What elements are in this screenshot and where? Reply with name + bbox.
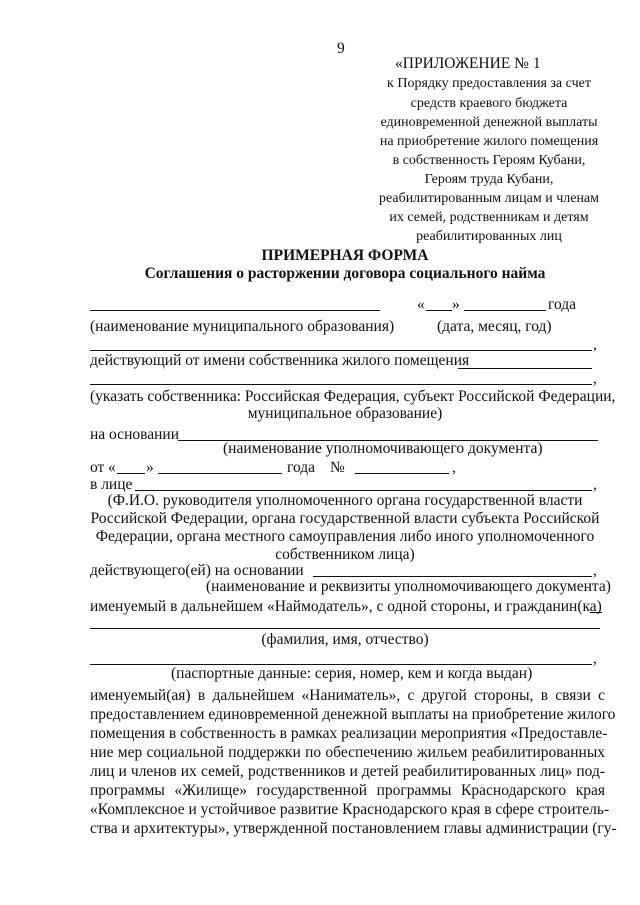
form-title: ПРИМЕРНАЯ ФОРМА — [261, 247, 429, 264]
appendix-line: единовременной денежной выплаты — [380, 115, 598, 130]
landlord-line: именуемый в дальнейшем «Наймодатель», с одной стороны, и гражданин(ка) — [90, 598, 602, 615]
acting-owner-text: действующий от имени собственника жилого помещения — [90, 352, 470, 369]
body-line: программы «Жилище» государственной программы Краснодарского края — [90, 782, 605, 799]
body-line: ства и архитектуры», утвержденной постановлением главы администрации (гу- — [90, 820, 617, 837]
month-blank — [158, 473, 282, 474]
appendix-line: Героям труда Кубани, — [424, 172, 554, 187]
appendix-line: на приобретение жилого помещения — [379, 134, 599, 149]
from-label: от — [90, 459, 105, 476]
day-blank — [426, 310, 452, 311]
body-line: именуемый(ая) в дальнейшем «Наниматель», с другой стороны, в связи с — [90, 687, 605, 704]
appendix-line: реабилитированных лиц — [416, 229, 562, 244]
fio-hint: (фамилия, имя, отчество) — [261, 631, 429, 648]
page-number: 9 — [337, 40, 345, 57]
body-line: ние мер социальной поддержки по обеспечению жильем реабилитированных — [90, 744, 605, 761]
appendix-line: в собственность Героям Кубани, — [392, 153, 586, 168]
appendix-title: «ПРИЛОЖЕНИЕ № 1 — [395, 55, 541, 72]
date-hint: (дата, месяц, год) — [437, 318, 552, 335]
year-word: года — [548, 296, 577, 313]
appendix-line: к Порядку предоставления за счет — [387, 76, 591, 91]
month-blank — [464, 310, 546, 311]
doc-hint: (наименование уполномочивающего документа) — [223, 440, 543, 457]
acting-basis-label: действующего(ей) на основании — [90, 562, 304, 579]
number-sign: № — [330, 459, 345, 476]
municipality-hint: (наименование муниципального образования) — [90, 318, 395, 335]
appendix-line: средств краевого бюджета — [410, 96, 568, 111]
passport-hint: (паспортные данные: серия, номер, кем и когда выдан) — [171, 665, 533, 682]
citizen-blank — [590, 612, 602, 613]
blank-line — [90, 384, 592, 385]
comma: , — [452, 459, 456, 476]
comma: , — [593, 562, 597, 579]
head-hint: (Ф.И.О. руководителя уполномоченного органа государственной власти — [107, 492, 583, 509]
form-subtitle: Соглашения о расторжении договора социального найма — [144, 265, 546, 282]
doc-details-hint: (наименование и реквизиты уполномочивающего документа) — [206, 578, 611, 595]
blank-line — [90, 628, 600, 629]
date-quote-close: » — [452, 296, 460, 313]
head-hint: Федерации, органа местного самоуправления либо иного уполномоченного — [95, 528, 595, 545]
head-hint: Российской Федерации, органа государственной власти субъекта Российской — [90, 510, 600, 527]
comma: , — [593, 650, 597, 667]
comma: , — [593, 370, 597, 387]
number-blank — [355, 473, 449, 474]
date-quote-open: « — [417, 296, 425, 313]
body-line: «Комплексное и устойчивое развитие Краснодарского края в сфере строитель- — [90, 801, 610, 818]
acting-basis-blank — [313, 576, 592, 577]
appendix-line: их семей, родственникам и детям — [389, 210, 589, 225]
person-blank — [135, 490, 592, 491]
owner-hint: муниципальное образование) — [247, 405, 443, 422]
date-quote-close: » — [146, 459, 154, 476]
appendix-line: реабилитированным лицам и членам — [378, 191, 600, 206]
basis-label: на основании — [90, 426, 179, 443]
body-line: лиц и членов их семей, родственников и детей реабилитированных лиц» под- — [90, 763, 605, 780]
owner-name-blank — [458, 368, 592, 369]
comma: , — [593, 476, 597, 493]
head-hint: собственником лица) — [275, 546, 415, 563]
date-quote-open: « — [108, 459, 116, 476]
person-label: в лице — [90, 476, 133, 493]
body-line: предоставлением единовременной денежной выплаты на приобретение жилого — [90, 706, 616, 723]
body-line: помещения в собственность в рамках реализации мероприятия «Предоставле- — [90, 725, 608, 742]
owner-hint: (указать собственника: Российская Федерация, субъект Российской Федерации, — [90, 388, 616, 405]
municipality-blank — [90, 310, 380, 311]
comma: , — [593, 336, 597, 353]
day-blank — [117, 473, 145, 474]
year-word: года — [287, 459, 316, 476]
blank-line — [90, 350, 592, 351]
